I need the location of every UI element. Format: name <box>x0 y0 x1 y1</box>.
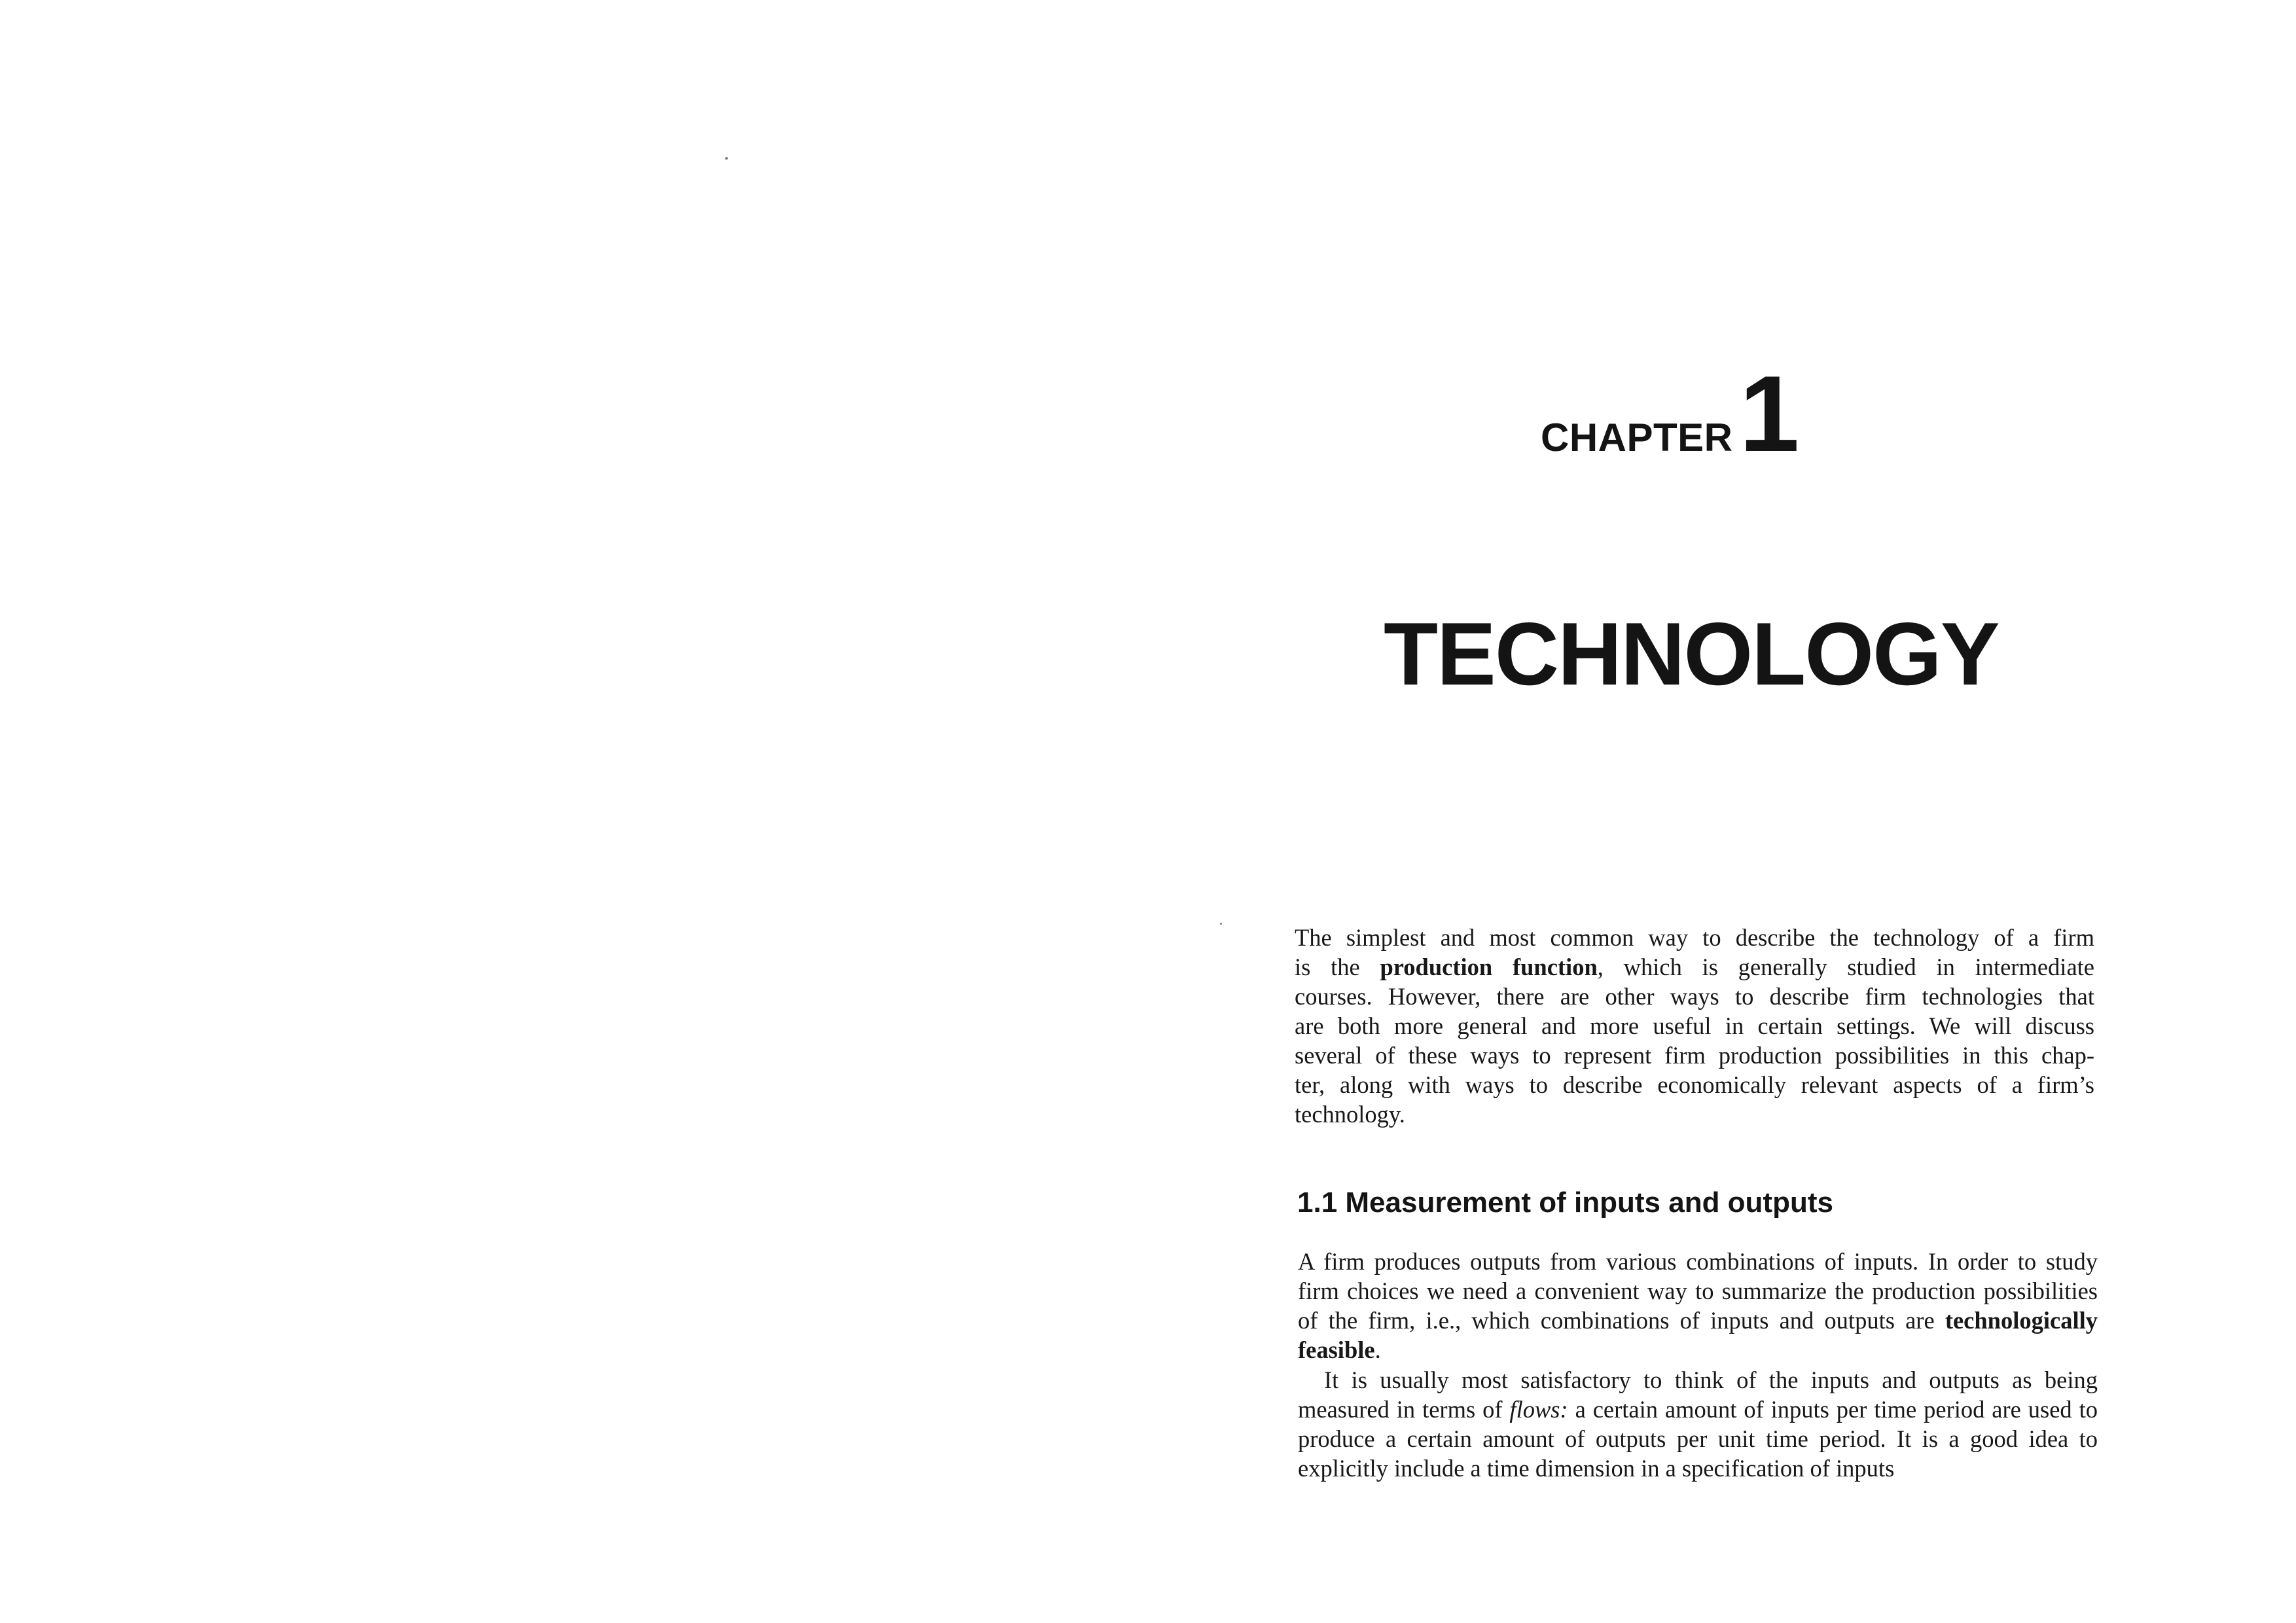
text-line: used to produce a certain amount of outputs per unit time period. It is a <box>1298 1396 2098 1452</box>
right-page <box>1148 0 2296 1623</box>
text-line <box>1298 1396 2021 1423</box>
chapter-title: TECHNOLOGY <box>1384 604 1999 704</box>
term-technologically-feasible: technologically feasible <box>1298 1307 2098 1363</box>
text-line: A firm produces outputs from various combinations of inputs. In order to <box>1298 1248 2037 1275</box>
body-paragraph <box>1298 1247 2098 1364</box>
text-line: possibilities of the firm, i.e., which combinations of inputs and outputs are <box>1298 1277 2098 1334</box>
chapter-label: CHAPTER <box>1541 416 1733 459</box>
text-line: good idea to explicitly include a time dimension in a specification of inputs <box>1298 1425 2098 1482</box>
section-heading: 1.1 Measurement of inputs and outputs <box>1297 1186 1833 1219</box>
text-line: The simplest and most common way to describe the technology of a firm <box>1295 924 2094 951</box>
text-line: ter, along with ways to describe economically relevant aspects of a firm’s <box>1295 1071 2094 1098</box>
term-production-function: production function <box>1380 954 1598 980</box>
term-flows: flows: <box>1509 1396 1568 1423</box>
text-line: courses. However, there are other ways to describe firm technologies that <box>1295 983 2094 1010</box>
scan-speck <box>725 157 728 160</box>
text-line <box>1295 952 2094 982</box>
intro-paragraph <box>1295 923 2094 1129</box>
body-paragraph <box>1298 1365 2098 1483</box>
text-span: , which is generally studied in intermediate <box>1597 954 2094 980</box>
text-span: . <box>1374 1336 1381 1363</box>
text-line: It is usually most satisfactory to think of the inputs and outputs as being <box>1324 1366 2098 1393</box>
text-line: study firm choices we need a convenient way to summarize the production <box>1298 1248 2098 1304</box>
chapter-number: 1 <box>1739 353 1800 474</box>
text-span: measured in terms of <box>1298 1396 1510 1423</box>
chapter-heading <box>1541 353 2130 474</box>
text-line: technology. <box>1295 1101 1405 1128</box>
text-line: several of these ways to represent firm production possibilities in this chap- <box>1295 1042 2094 1069</box>
text-line: are both more general and more useful in certain settings. We will discuss <box>1295 1012 2094 1039</box>
text-span: is the <box>1295 954 1380 980</box>
scan-speck <box>1220 923 1222 925</box>
text-span: a certain amount of inputs per time period are <box>1568 1396 2021 1423</box>
